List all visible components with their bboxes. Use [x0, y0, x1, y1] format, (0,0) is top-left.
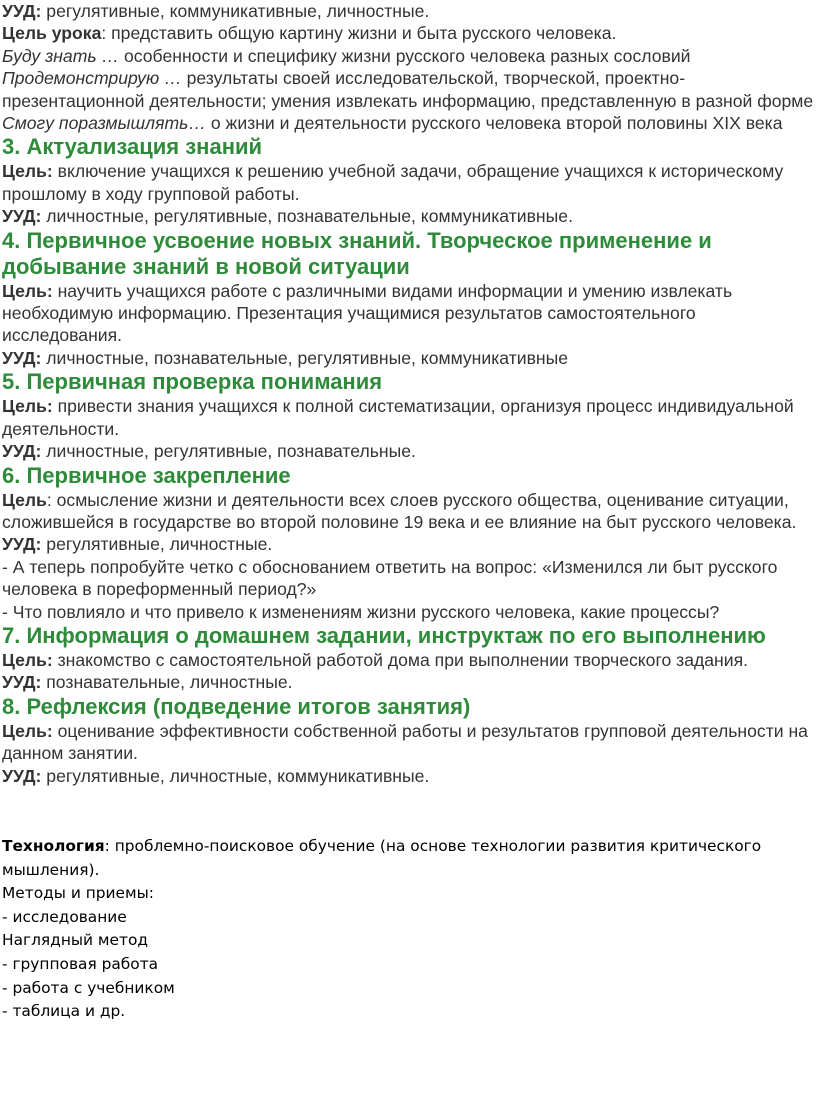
know-text: особенности и специфику жизни русского человека разных сословий	[119, 45, 691, 66]
goal-label: Цель:	[2, 280, 53, 301]
method-item: - групповая работа	[2, 954, 159, 973]
uud-text: личностные, познавательные, регулятивные, коммуникативные	[41, 347, 569, 368]
section-goal	[2, 489, 814, 534]
section-5	[2, 369, 814, 462]
demo-em: Продемонстрирую …	[2, 68, 182, 89]
uud-text: регулятивные, коммуникативные, личностные.	[41, 1, 430, 21]
goal-text: знакомство с самостоятельной работой дома при выполнении творческого задания.	[52, 649, 749, 670]
goal-label: Цель урока	[2, 23, 102, 44]
goal-label: Цель:	[2, 720, 53, 741]
section-uud	[2, 671, 814, 693]
intro-block	[2, 0, 814, 134]
goal-text: научить учащихся работе с различными видами информации и умению извлекать необходимую информацию. Презентация учащимися результатов самостоятельного исследования.	[2, 280, 733, 346]
methods-title: Методы и приемы:	[2, 884, 154, 903]
section-goal	[2, 395, 814, 440]
section-heading: 8. Рефлексия (подведение итогов занятия)	[2, 693, 471, 719]
goal-label: Цель:	[2, 161, 53, 182]
section-uud	[2, 533, 814, 555]
goal-label: Цель	[2, 489, 47, 510]
question-text: - А теперь попробуйте четко с обоснованием ответить на вопрос: «Изменился ли быт русского человека в пореформенный период?»	[2, 556, 778, 600]
section-heading: 7. Информация о домашнем задании, инструктаж по его выполнению	[2, 622, 766, 648]
section-goal	[2, 160, 814, 205]
section-3	[2, 134, 814, 227]
uud-text: регулятивные, личностные, коммуникативные.	[41, 765, 430, 786]
uud-label: УУД:	[2, 534, 42, 555]
section-heading: 6. Первичное закрепление	[2, 462, 291, 488]
method-item: - работа с учебником	[2, 978, 175, 997]
section-uud	[2, 205, 814, 227]
demo-text: результаты своей исследовательской, творческой, проектно-презентационной деятельности; умения извлекать информацию, представленную в разной форме	[2, 68, 814, 111]
uud-text: личностные, регулятивные, познавательные, коммуникативные.	[41, 206, 573, 227]
uud-text: личностные, регулятивные, познавательные.	[41, 441, 416, 462]
uud-label: УУД:	[2, 672, 42, 693]
section-goal	[2, 720, 814, 765]
know-em: Буду знать …	[2, 45, 120, 66]
footer-block	[2, 835, 814, 1024]
goal-label: Цель:	[2, 396, 53, 417]
uud-label: УУД:	[2, 347, 42, 368]
section-goal	[2, 280, 814, 347]
uud-label: УУД:	[2, 206, 42, 227]
method-item: - исследование	[2, 907, 127, 926]
section-8	[2, 694, 814, 787]
goal-text: : представить общую картину жизни и быта русского человека.	[101, 23, 617, 44]
question-text: - Что повлияло и что привело к изменениям жизни русского человека, какие процессы?	[2, 601, 720, 622]
uud-label: УУД:	[2, 1, 42, 21]
intro-know	[2, 45, 814, 67]
section-heading: 4. Первичное усвоение новых знаний. Творческое применение и добывание знаний в новой ситуации	[2, 227, 712, 279]
method-item: Наглядный метод	[2, 931, 149, 950]
intro-demo	[2, 67, 814, 112]
intro-goal	[2, 22, 814, 44]
uud-text: познавательные, личностные.	[41, 672, 293, 693]
goal-text: оценивание эффективности собственной работы и результатов групповой деятельности на данном занятии.	[2, 720, 808, 764]
section-uud	[2, 440, 814, 462]
section-heading: 3. Актуализация знаний	[2, 134, 263, 160]
section-4	[2, 228, 814, 370]
section-goal	[2, 649, 814, 671]
uud-label: УУД:	[2, 441, 42, 462]
goal-text: включение учащихся к решению учебной задачи, обращение учащихся к историческому прошлому в ходу групповой работы.	[2, 161, 784, 204]
goal-text: привести знания учащихся к полной систематизации, организуя процесс индивидуальной деятельности.	[2, 396, 794, 439]
uud-text: регулятивные, личностные.	[41, 534, 273, 555]
section-7	[2, 623, 814, 694]
think-text: о жизни и деятельности русского человека второй половины XIX века	[205, 113, 783, 134]
section-uud	[2, 347, 814, 369]
section-heading: 5. Первичная проверка понимания	[2, 369, 383, 395]
think-em: Смогу поразмышлять…	[2, 113, 206, 134]
intro-think	[2, 112, 814, 134]
section-uud	[2, 765, 814, 787]
technology-text: : проблемно-поисковое обучение (на основе технологии развития критического мышления).	[2, 836, 762, 879]
technology-label: Технология	[2, 836, 105, 855]
intro-uud	[2, 0, 814, 22]
uud-label: УУД:	[2, 765, 42, 786]
section-6	[2, 463, 814, 623]
method-item: - таблица и др.	[2, 1002, 126, 1021]
goal-text: : осмысление жизни и деятельности всех слоев русского общества, оценивание ситуации, сложившейся в государстве во второй половине 19 века и ее влияние на быт русского человека.	[2, 489, 797, 532]
technology-line	[2, 835, 814, 882]
spacer	[2, 787, 814, 835]
goal-label: Цель:	[2, 649, 53, 670]
